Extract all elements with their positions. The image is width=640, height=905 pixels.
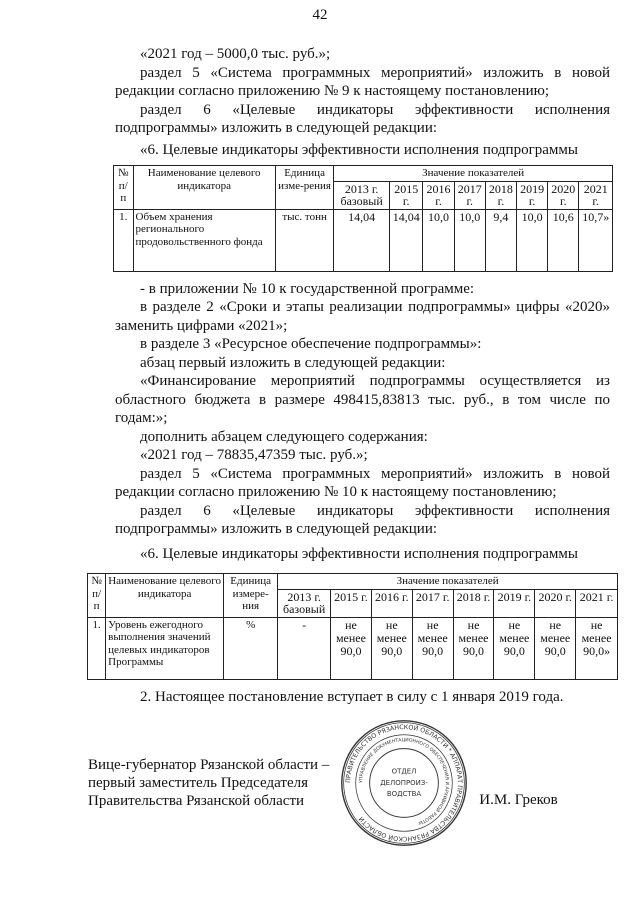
table-row [88,617,618,679]
header-year: 2016 г. [423,181,454,209]
paragraph: - в приложении № 10 к государственной программе: [140,280,475,297]
header-year: 2013 г. базовый [334,181,390,209]
cell-value: 14,04 [389,209,423,271]
cell-value: 10,7» [579,209,613,271]
cell-value: не менее 90,0 [494,617,535,679]
signatory-line: первый заместитель Председателя [88,774,308,791]
text-block-1 [115,45,610,159]
signatory-line: Вице-губернатор Рязанской области – [88,756,330,773]
paragraph: «2021 год – 78835,47359 тыс. руб.»; [140,447,368,463]
page-number: 42 [312,7,328,23]
cell-value: 10,6 [548,209,579,271]
stamp-inner-ring-text: УПРАВЛЕНИЕ ДОКУМЕНТАЦИОННОГО ОБЕСПЕЧЕНИЯ И АРХИВНОЙ РАБОТЫ [359,737,450,825]
table-title: «6. Целевые индикаторы эффективности исполнения подпрограммы [140,545,578,562]
cell-unit: % [224,617,278,679]
cell-name: Объем хранения регионального продовольственного фонда [133,209,275,271]
header-year: 2021 г. [576,589,618,617]
header-year: 2019 г. [494,589,535,617]
cell-value: 10,0 [423,209,454,271]
header-num: № п/п [114,166,134,210]
cell-value: 14,04 [334,209,390,271]
header-year: 2020 г. [535,589,576,617]
cell-num: 1. [114,209,134,271]
header-unit: Единица измере-ния [224,574,278,618]
cell-value: не менее 90,0 [331,617,372,679]
header-values: Значение показателей [278,574,618,590]
cell-value: не менее 90,0 [371,617,412,679]
indicators-table-1 [113,165,613,272]
header-year: 2018 г. [453,589,494,617]
header-year: 2015 г. [331,589,372,617]
header-year: 2019 г. [517,181,548,209]
official-stamp [339,718,469,848]
header-unit: Единица изме-рения [275,166,333,210]
paragraph: абзац первый изложить в следующей редакции: [140,354,446,371]
header-values: Значение показателей [334,166,613,182]
paragraph: раздел 6 «Целевые индикаторы эффективности исполнения подпрограммы» изложить в следующей редакции: [115,101,610,136]
cell-unit: тыс. тонн [275,209,333,271]
cell-value: не менее 90,0» [576,617,618,679]
cell-value: 10,0 [454,209,485,271]
header-year: 2020 г. [548,181,579,209]
header-year: 2017 г. [412,589,453,617]
cell-value: - [278,617,331,679]
stamp-center-line: ДЕЛОПРОИЗ- [380,778,429,787]
table-row [114,209,613,271]
paragraph: «2021 год – 5000,0 тыс. руб.»; [140,46,331,62]
header-name: Наименование целевого индикатора [133,166,275,210]
signature-block [88,718,640,848]
cell-num: 1. [88,617,106,679]
paragraph: в разделе 3 «Ресурсное обеспечение подпрограммы»: [140,336,482,352]
cell-value: 10,0 [517,209,548,271]
signatory-name: И.М. Греков [479,792,558,808]
text-block-2 [115,280,610,564]
cell-name: Уровень ежегодного выполнения значений целевых индикаторов Программы [106,617,224,679]
cell-value: не менее 90,0 [453,617,494,679]
header-year: 2018 г. [485,181,516,209]
paragraph: раздел 6 «Целевые индикаторы эффективности исполнения подпрограммы» изложить в следующей редакции: [115,502,610,537]
paragraph: раздел 5 «Система программных мероприятий» изложить в новой редакции согласно приложению № 9 к настоящему постановлению; [115,64,610,99]
header-year: 2017 г. [454,181,485,209]
stamp-outer-ring-text: ПРАВИТЕЛЬСТВО РЯЗАНСКОЙ ОБЛАСТИ * АППАРАТ ПРАВИТЕЛЬСТВА РЯЗАНСКОЙ ОБЛАСТИ [345,723,464,842]
header-year: 2013 г. базовый [278,589,331,617]
closing-clause: 2. Настоящее постановление вступает в силу с 1 января 2019 года. [140,688,564,705]
signatory-title [88,756,329,810]
stamp-center-line: ВОДСТВА [387,789,422,798]
header-year: 2021 г. [579,181,613,209]
paragraph: в разделе 2 «Сроки и этапы реализации подпрограммы» цифры «2020» заменить цифрами «2021»; [115,299,610,334]
signatory-line: Правительства Рязанской области [88,792,305,809]
header-year: 2015 г. [389,181,423,209]
header-name: Наименование целевого индикатора [106,574,224,618]
cell-value: не менее 90,0 [412,617,453,679]
stamp-center-line: ОТДЕЛ [391,767,417,776]
table-title: «6. Целевые индикаторы эффективности исполнения подпрограммы [140,141,578,158]
paragraph: «Финансирование мероприятий подпрограммы осуществляется из областного бюджета в размере 498415,83813 тыс. руб., в том числе по годам:»; [115,373,610,426]
paragraph: дополнить абзацем следующего содержания: [140,428,428,445]
header-num: № п/п [88,574,106,618]
cell-value: не менее 90,0 [535,617,576,679]
indicators-table-2 [87,573,618,680]
header-year: 2016 г. [371,589,412,617]
paragraph: раздел 5 «Система программных мероприятий» изложить в новой редакции согласно приложению № 10 к настоящему постановлению; [115,465,610,500]
cell-value: 9,4 [485,209,516,271]
